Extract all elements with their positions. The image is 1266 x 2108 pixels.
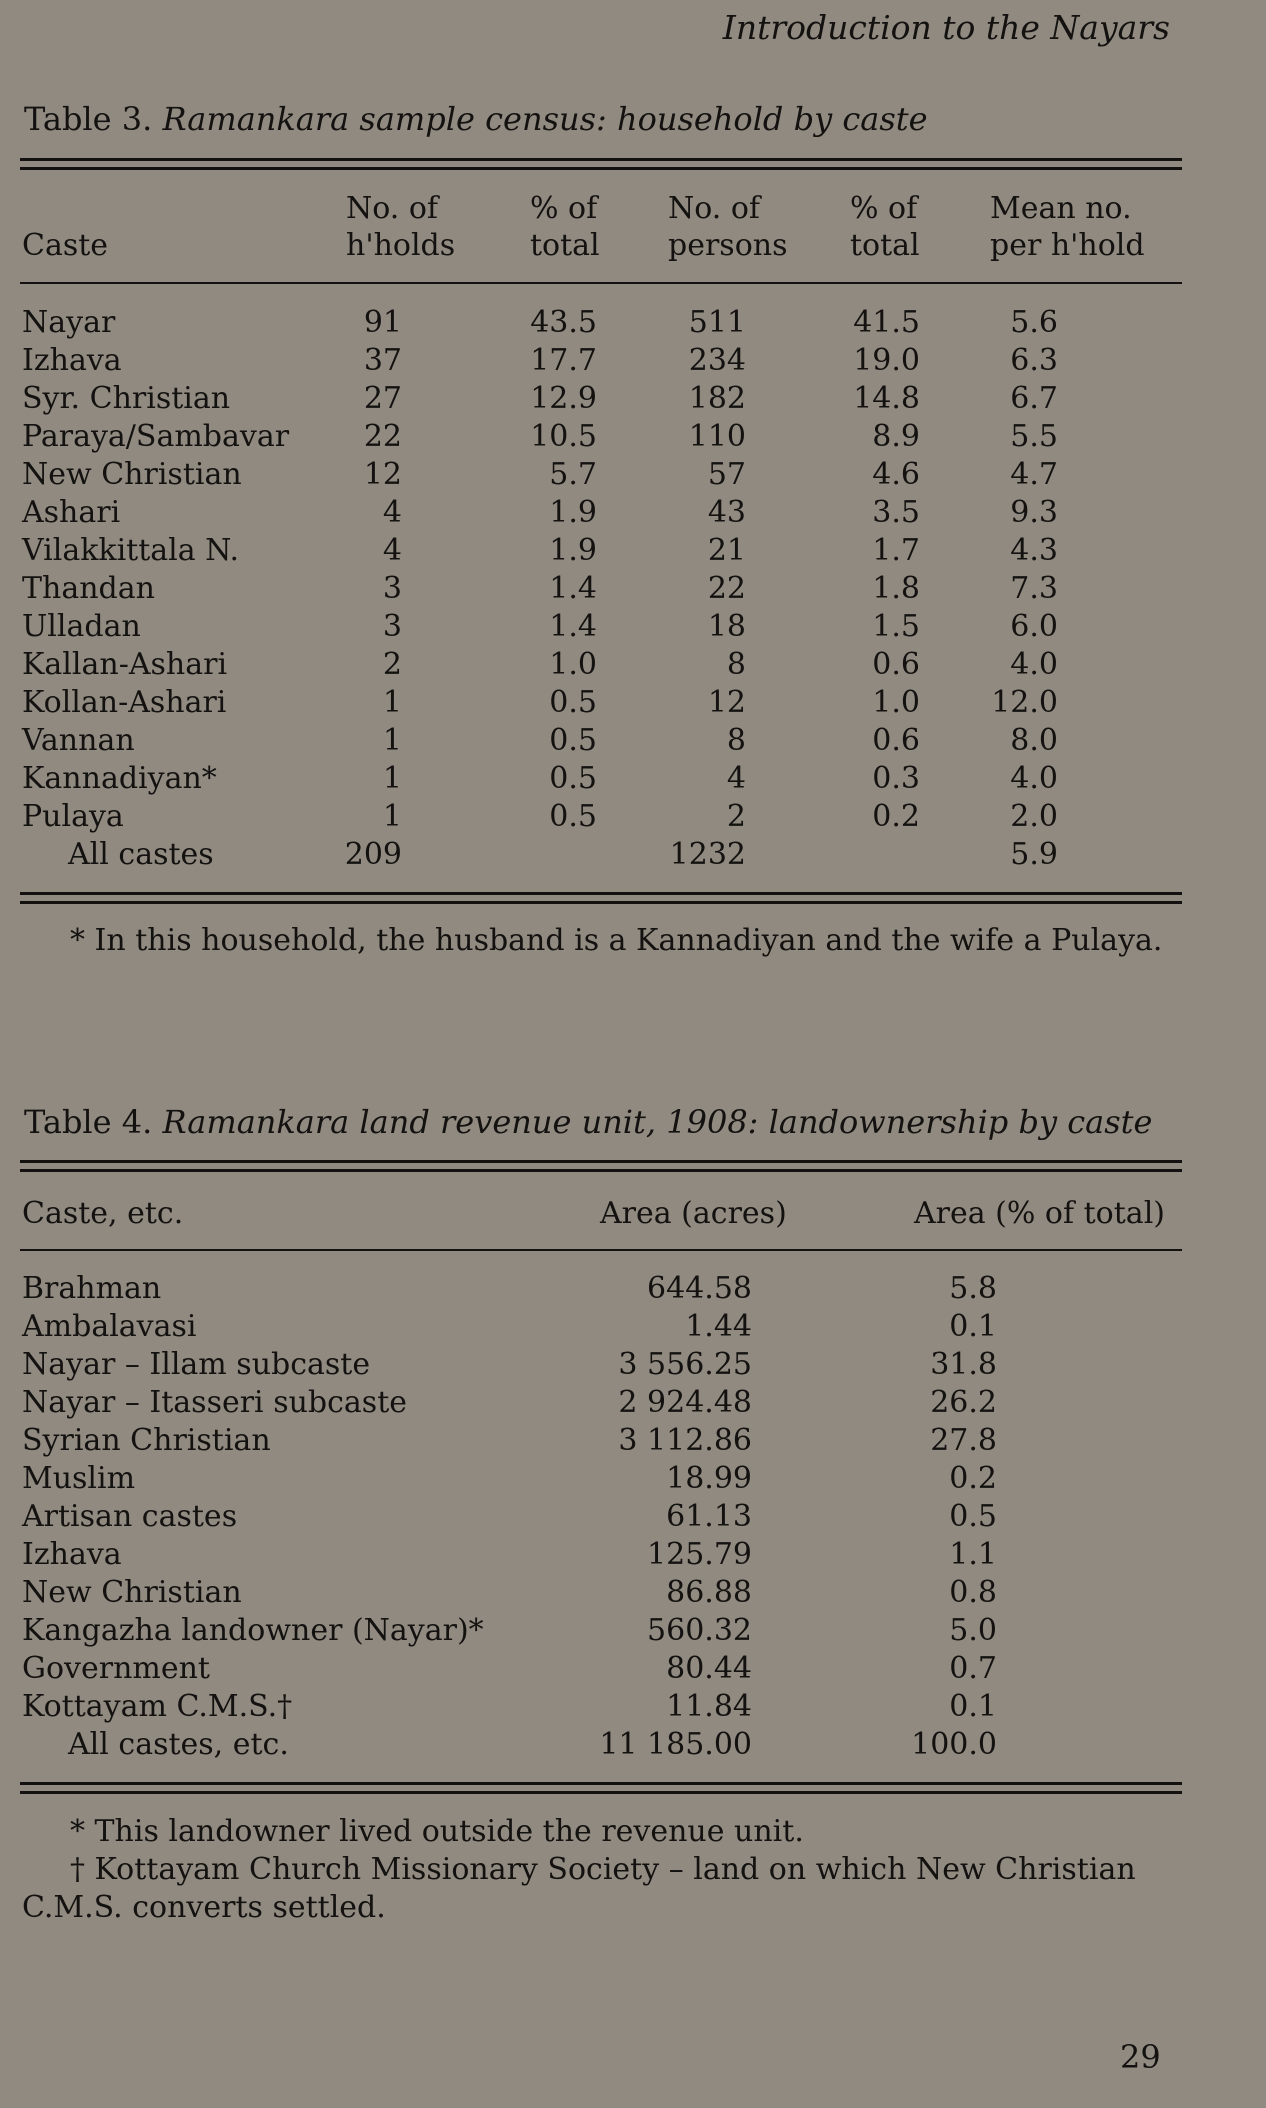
area-pct-cell: 27.8	[930, 1423, 997, 1458]
table3-top-rule-2	[20, 167, 1182, 170]
table4-footnote-2: † Kottayam Church Missionary Society – land on which New Christian	[70, 1852, 1136, 1887]
pct-households-cell: 12.9	[530, 381, 597, 416]
caste-cell: Brahman	[22, 1271, 162, 1306]
pct-persons-cell: 19.0	[853, 343, 920, 378]
table4-top-rule-2	[20, 1169, 1182, 1172]
pct-persons-cell: 1.8	[872, 571, 920, 606]
hholds-cell: 1	[382, 723, 402, 758]
area-acres-cell: 560.32	[647, 1613, 752, 1648]
caste-cell: Kangazha landowner (Nayar)*	[22, 1613, 484, 1648]
area-pct-cell: 0.1	[949, 1309, 997, 1344]
table4-label: Table 4.	[24, 1103, 153, 1141]
caste-cell: New Christian	[22, 1575, 242, 1610]
header-caste: Caste	[22, 228, 109, 263]
persons-cell: 12	[707, 685, 746, 720]
persons-cell: 43	[707, 495, 746, 530]
area-acres-cell: 3 112.86	[618, 1423, 752, 1458]
pct-persons-cell: 1.5	[872, 609, 920, 644]
pct-households-cell: 1.0	[549, 647, 597, 682]
table4-caption	[24, 1103, 1152, 1141]
header-pct-households: % of total	[530, 191, 600, 263]
caste-cell: Ulladan	[22, 609, 141, 644]
table4-footnote-3: C.M.S. converts settled.	[22, 1890, 386, 1925]
hholds-cell: 37	[363, 343, 402, 378]
persons-cell: 2	[726, 799, 746, 834]
caste-cell: Paraya/Sambavar	[22, 419, 290, 454]
area-acres-cell: 644.58	[647, 1271, 752, 1306]
persons-cell: 21	[707, 533, 746, 568]
hholds-cell: 1	[382, 799, 402, 834]
area-acres-cell: 125.79	[647, 1537, 752, 1572]
caste-cell: Ashari	[22, 495, 121, 530]
hholds-cell: 91	[363, 305, 402, 340]
caste-cell: Artisan castes	[22, 1499, 238, 1534]
area-acres-cell: 18.99	[666, 1461, 752, 1496]
hholds-cell: 4	[382, 533, 402, 568]
caste-cell: New Christian	[22, 457, 242, 492]
area-pct-cell: 1.1	[949, 1537, 997, 1572]
caste-cell: Nayar	[22, 305, 116, 340]
header-area-acres: Area (acres)	[600, 1196, 787, 1231]
mean-cell: 4.0	[1010, 647, 1058, 682]
total-caste-cell: All castes, etc.	[68, 1727, 289, 1762]
mean-cell: 6.0	[1010, 609, 1058, 644]
hholds-cell: 22	[363, 419, 402, 454]
caste-cell: Pulaya	[22, 799, 124, 834]
caste-cell: Vannan	[22, 723, 135, 758]
caste-cell: Muslim	[22, 1461, 136, 1496]
pct-persons-cell: 0.3	[872, 761, 920, 796]
total-area-acres-cell: 11 185.00	[599, 1727, 752, 1762]
total-hholds-cell: 209	[344, 837, 402, 872]
hholds-cell: 3	[382, 609, 402, 644]
pct-households-cell: 1.4	[549, 609, 597, 644]
persons-cell: 4	[726, 761, 746, 796]
hholds-cell: 2	[382, 647, 402, 682]
pct-persons-cell: 14.8	[853, 381, 920, 416]
pct-households-cell: 5.7	[549, 457, 597, 492]
area-pct-cell: 0.7	[949, 1651, 997, 1686]
persons-cell: 110	[688, 419, 746, 454]
mean-cell: 8.0	[1010, 723, 1058, 758]
hholds-cell: 4	[382, 495, 402, 530]
caste-cell: Syrian Christian	[22, 1423, 271, 1458]
pct-persons-cell: 3.5	[872, 495, 920, 530]
hholds-cell: 3	[382, 571, 402, 606]
caste-cell: Syr. Christian	[22, 381, 231, 416]
area-pct-cell: 0.2	[949, 1461, 997, 1496]
total-mean-cell: 5.9	[1010, 837, 1058, 872]
mean-cell: 2.0	[1010, 799, 1058, 834]
pct-households-cell: 0.5	[549, 685, 597, 720]
table3-bottom-rule	[20, 892, 1182, 895]
header-persons: No. of persons	[668, 191, 788, 263]
pct-persons-cell: 0.6	[872, 647, 920, 682]
persons-cell: 511	[688, 305, 746, 340]
header-caste-etc: Caste, etc.	[22, 1196, 184, 1231]
area-pct-cell: 0.8	[949, 1575, 997, 1610]
persons-cell: 234	[688, 343, 746, 378]
caste-cell: Government	[22, 1651, 210, 1686]
table3-caption	[24, 100, 928, 138]
running-head: Introduction to the Nayars	[722, 8, 1170, 47]
table4-bottom-rule	[20, 1782, 1182, 1785]
area-acres-cell: 3 556.25	[618, 1347, 752, 1382]
area-acres-cell: 11.84	[666, 1689, 752, 1724]
area-pct-cell: 26.2	[930, 1385, 997, 1420]
table4-header-rule	[20, 1249, 1182, 1251]
pct-persons-cell: 41.5	[853, 305, 920, 340]
header-mean: Mean no. per h'hold	[990, 191, 1145, 263]
header-pct-persons: % of total	[850, 191, 920, 263]
pct-persons-cell: 8.9	[872, 419, 920, 454]
table3-header-rule	[20, 282, 1182, 284]
header-hholds: No. of h'holds	[346, 191, 456, 263]
mean-cell: 4.3	[1010, 533, 1058, 568]
pct-persons-cell: 0.2	[872, 799, 920, 834]
table3-bottom-rule-2	[20, 901, 1182, 904]
table3-title: Ramankara sample census: household by caste	[162, 100, 928, 138]
mean-cell: 4.7	[1010, 457, 1058, 492]
caste-cell: Ambalavasi	[22, 1309, 197, 1344]
pct-households-cell: 1.4	[549, 571, 597, 606]
table3-top-rule	[20, 158, 1182, 161]
mean-cell: 7.3	[1010, 571, 1058, 606]
persons-cell: 18	[707, 609, 746, 644]
pct-persons-cell: 0.6	[872, 723, 920, 758]
hholds-cell: 1	[382, 685, 402, 720]
mean-cell: 5.6	[1010, 305, 1058, 340]
caste-cell: Nayar – Illam subcaste	[22, 1347, 371, 1382]
caste-cell: Kottayam C.M.S.†	[22, 1689, 293, 1724]
mean-cell: 5.5	[1010, 419, 1058, 454]
mean-cell: 6.3	[1010, 343, 1058, 378]
pct-persons-cell: 4.6	[872, 457, 920, 492]
caste-cell: Kallan-Ashari	[22, 647, 228, 682]
mean-cell: 9.3	[1010, 495, 1058, 530]
caste-cell: Izhava	[22, 1537, 122, 1572]
mean-cell: 12.0	[991, 685, 1058, 720]
persons-cell: 57	[707, 457, 746, 492]
pct-persons-cell: 1.0	[872, 685, 920, 720]
hholds-cell: 1	[382, 761, 402, 796]
mean-cell: 4.0	[1010, 761, 1058, 796]
hholds-cell: 12	[363, 457, 402, 492]
hholds-cell: 27	[363, 381, 402, 416]
table4-footnote-1: * This landowner lived outside the revenue unit.	[70, 1814, 804, 1849]
caste-cell: Vilakkittala N.	[22, 533, 240, 568]
pct-households-cell: 17.7	[530, 343, 597, 378]
persons-cell: 182	[688, 381, 746, 416]
page-number: 29	[1120, 2038, 1161, 2076]
caste-cell: Thandan	[22, 571, 155, 606]
area-pct-cell: 0.1	[949, 1689, 997, 1724]
pct-households-cell: 0.5	[549, 723, 597, 758]
persons-cell: 8	[726, 647, 746, 682]
area-acres-cell: 61.13	[666, 1499, 752, 1534]
pct-households-cell: 0.5	[549, 799, 597, 834]
area-acres-cell: 2 924.48	[618, 1385, 752, 1420]
pct-households-cell: 43.5	[530, 305, 597, 340]
table4-title: Ramankara land revenue unit, 1908: landownership by caste	[162, 1103, 1153, 1141]
header-area-pct: Area (% of total)	[914, 1196, 1165, 1231]
pct-households-cell: 1.9	[549, 533, 597, 568]
total-caste-cell: All castes	[68, 837, 214, 872]
total-area-pct-cell: 100.0	[911, 1727, 997, 1762]
mean-cell: 6.7	[1010, 381, 1058, 416]
area-acres-cell: 80.44	[666, 1651, 752, 1686]
area-pct-cell: 0.5	[949, 1499, 997, 1534]
area-acres-cell: 1.44	[685, 1309, 752, 1344]
total-persons-cell: 1232	[669, 837, 746, 872]
pct-persons-cell: 1.7	[872, 533, 920, 568]
caste-cell: Kollan-Ashari	[22, 685, 227, 720]
table4-bottom-rule-2	[20, 1791, 1182, 1794]
pct-households-cell: 1.9	[549, 495, 597, 530]
table3-footnote: * In this household, the husband is a Kannadiyan and the wife a Pulaya.	[70, 923, 1163, 958]
caste-cell: Nayar – Itasseri subcaste	[22, 1385, 408, 1420]
pct-households-cell: 10.5	[530, 419, 597, 454]
area-pct-cell: 31.8	[930, 1347, 997, 1382]
area-pct-cell: 5.0	[949, 1613, 997, 1648]
area-pct-cell: 5.8	[949, 1271, 997, 1306]
persons-cell: 22	[707, 571, 746, 606]
area-acres-cell: 86.88	[666, 1575, 752, 1610]
table3-label: Table 3.	[24, 100, 153, 138]
pct-households-cell: 0.5	[549, 761, 597, 796]
caste-cell: Izhava	[22, 343, 122, 378]
caste-cell: Kannadiyan*	[22, 761, 217, 796]
persons-cell: 8	[726, 723, 746, 758]
table4-top-rule	[20, 1160, 1182, 1163]
